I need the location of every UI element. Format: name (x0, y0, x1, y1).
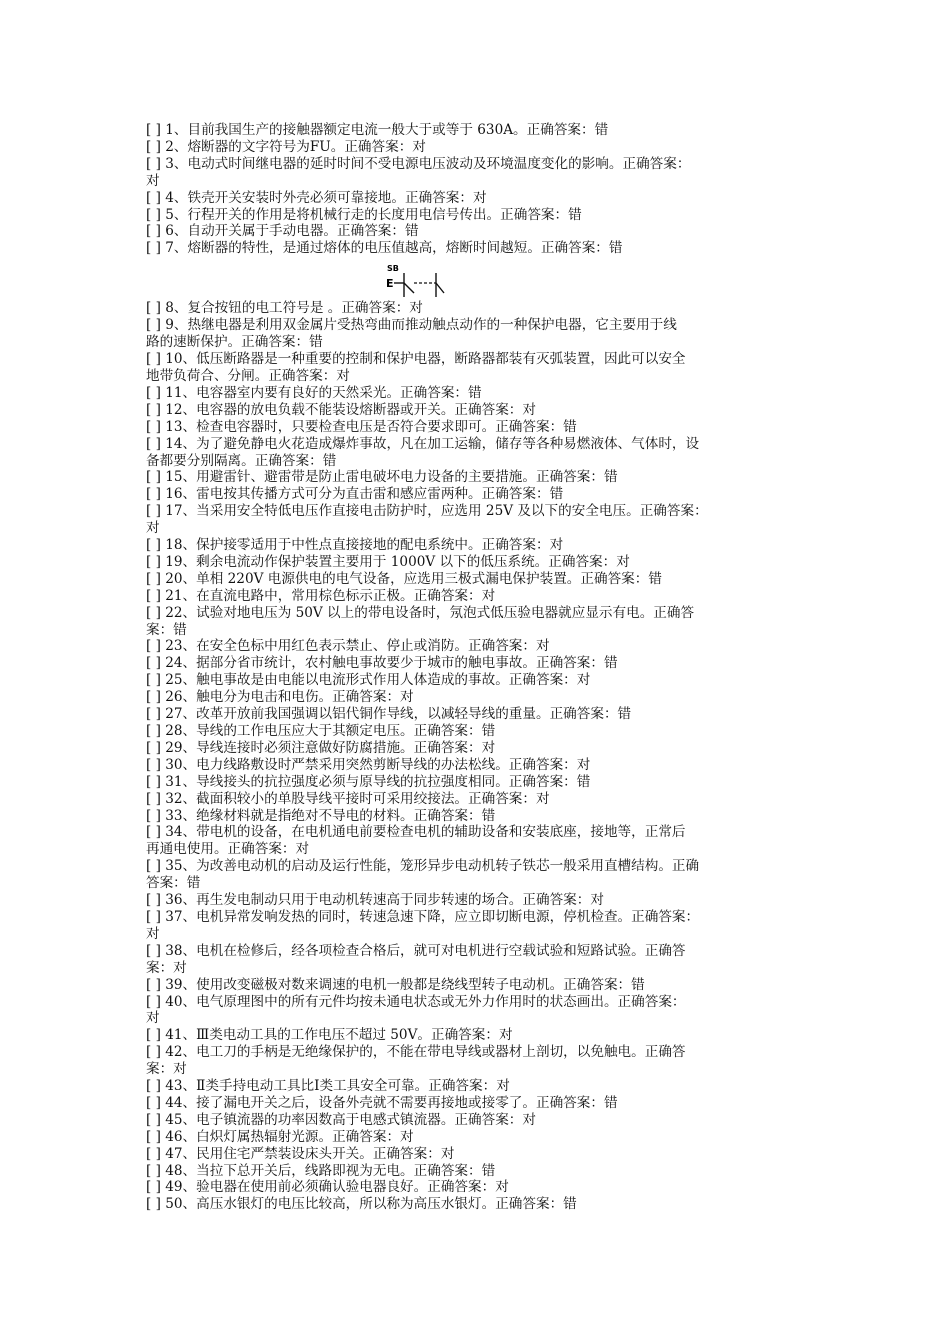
question-list (146, 122, 816, 1213)
question-line: [ ] 26、触电分为电击和电伤。正确答案：对 (146, 689, 414, 706)
question-line: [ ] 2、熔断器的文字符号为FU。正确答案：对 (146, 138, 426, 155)
question-line: [ ] 9、热继电器是利用双金属片受热弯曲而推动触点动作的一种保护电器，它主要用于线 (146, 317, 677, 334)
question-line: 案：对 (146, 959, 187, 976)
question-line: [ ] 40、电气原理图中的所有元件均按未通电状态或无外力作用时的状态画出。正确答案： (146, 993, 686, 1010)
question-line: [ ] 29、导线连接时必须注意做好防腐措施。正确答案：对 (146, 739, 496, 756)
question-text: [ ] 8、复合按钮的电工符号是 。正确答案：对 (146, 300, 423, 317)
question-line: [ ] 49、验电器在使用前必须确认验电器良好。正确答案：对 (146, 1179, 509, 1196)
question-line: [ ] 10、低压断路器是一种重要的控制和保护电器，断路器都装有灭弧装置，因此可以安全 (146, 351, 686, 368)
question-line: [ ] 39、使用改变磁极对数来调速的电机一般都是绕线型转子电动机。正确答案：错 (146, 976, 645, 993)
question-line: 对 (146, 1010, 160, 1027)
question-line: [ ] 13、检查电容器时，只要检查电压是否符合要求即可。正确答案：错 (146, 418, 577, 435)
question-line: [ ] 34、带电机的设备，在电机通电前要检查电机的辅助设备和安装底座，接地等，正常后 (146, 824, 686, 841)
question-line: 备都要分别隔离。正确答案：错 (146, 452, 337, 469)
question-line: [ ] 12、电容器的放电负载不能装设熔断器或开关。正确答案：对 (146, 401, 536, 418)
question-line: 案：错 (146, 621, 187, 638)
question-line: 对 (146, 520, 160, 537)
question-line: [ ] 38、电机在检修后，经各项检查合格后，就可对电机进行空载试验和短路试验。正确答 (146, 942, 686, 959)
question-line: 答案：错 (146, 875, 201, 892)
question-line: 地带负荷合、分闸。正确答案：对 (146, 367, 350, 384)
question-line: [ ] 42、电工刀的手柄是无绝缘保护的，不能在带电导线或器材上剖切，以免触电。正确答 (146, 1044, 686, 1061)
question-line: [ ] 1、目前我国生产的接触器额定电流一般大于或等于 630A。正确答案：错 (146, 122, 609, 138)
question-line: 案：对 (146, 1061, 187, 1078)
question-line: [ ] 20、单相 220V 电源供电的电气设备，应选用三极式漏电保护装置。正确答案：错 (146, 570, 662, 587)
question-line: [ ] 28、导线的工作电压应大于其额定电压。正确答案：错 (146, 723, 496, 739)
question-line: [ ] 19、剩余电流动作保护装置主要用于 1000V 以下的低压系统。正确答案：对 (146, 553, 630, 570)
question-line: [ ] 48、当拉下总开关后，线路即视为无电。正确答案：错 (146, 1162, 496, 1179)
question-line: [ ] 27、改革开放前我国强调以铝代铜作导线，以减轻导线的重量。正确答案：错 (146, 706, 632, 723)
question-line: [ ] 32、截面积较小的单股导线平接时可采用绞接法。正确答案：对 (146, 790, 550, 807)
question-line: [ ] 36、再生发电制动只用于电动机转速高于同步转速的场合。正确答案：对 (146, 892, 604, 909)
question-line: [ ] 44、接了漏电开关之后，设备外壳就不需要再接地或接零了。正确答案：错 (146, 1094, 618, 1111)
question-line: [ ] 35、为改善电动机的启动及运行性能，笼形异步电动机转子铁芯一般采用直槽结构。正确 (146, 858, 700, 875)
question-line: 对 (146, 925, 160, 942)
question-line: [ ] 22、试验对地电压为 50V 以上的带电设备时，氖泡式低压验电器就应显示有电。正确答 (146, 604, 695, 621)
question-line: [ ] 16、雷电按其传播方式可分为直击雷和感应雷两种。正确答案：错 (146, 486, 564, 503)
question-line: 路的速断保护。正确答案：错 (146, 334, 323, 351)
question-line: [ ] 25、触电事故是由电能以电流形式作用人体造成的事故。正确答案：对 (146, 672, 591, 689)
question-line: [ ] 3、电动式时间继电器的延时时间不受电源电压波动及环境温度变化的影响。正确答案： (146, 155, 691, 172)
question-line: 再通电使用。正确答案：对 (146, 841, 310, 858)
question-line: [ ] 15、用避雷针、避雷带是防止雷电破坏电力设备的主要措施。正确答案：错 (146, 469, 618, 486)
question-line: [ ] 43、Ⅱ类手持电动工具比Ⅰ类工具安全可靠。正确答案：对 (146, 1078, 510, 1095)
question-line: [ ] 37、电机异常发响发热的同时，转速急速下降，应立即切断电源，停机检查。正确答案： (146, 908, 700, 925)
question-line: [ ] 23、在安全色标中用红色表示禁止、停止或消防。正确答案：对 (146, 638, 550, 655)
question-line: [ ] 31、导线接头的抗拉强度必须与原导线的抗拉强度相同。正确答案：错 (146, 773, 591, 790)
svg-text:SB: SB (387, 264, 399, 274)
question-line: [ ] 50、高压水银灯的电压比较高，所以称为高压水银灯。正确答案：错 (146, 1196, 577, 1213)
question-line: [ ] 41、Ⅲ类电动工具的工作电压不超过 50V。正确答案：对 (146, 1027, 513, 1044)
question-line: [ ] 46、白炽灯属热辐射光源。正确答案：对 (146, 1128, 414, 1145)
question-line: [ ] 6、自动开关属于手动电器。正确答案：错 (146, 223, 419, 240)
question-line: [ ] 33、绝缘材料就是指绝对不导电的材料。正确答案：错 (146, 807, 496, 824)
question-line: [ ] 30、电力线路敷设时严禁采用突然剪断导线的办法松线。正确答案：对 (146, 756, 591, 773)
question-line: [ ] 24、据部分省市统计，农村触电事故要少于城市的触电事故。正确答案：错 (146, 655, 618, 672)
question-line: [ ] 7、熔断器的特性，是通过熔体的电压值越高，熔断时间越短。正确答案：错 (146, 240, 623, 257)
question-line: [ ] 14、为了避免静电火花造成爆炸事故，凡在加工运输，储存等各种易燃液体、气体时，设 (146, 435, 700, 452)
question-line: [ ] 47、民用住宅严禁装设床头开关。正确答案：对 (146, 1145, 455, 1162)
question-line: [ ] 5、行程开关的作用是将机械行走的长度用电信号传出。正确答案：错 (146, 206, 582, 223)
question-line: [ ] 4、铁壳开关安装时外壳必须可靠接地。正确答案：对 (146, 189, 487, 206)
question-line: [ ] 18、保护接零适用于中性点直接接地的配电系统中。正确答案：对 (146, 537, 564, 554)
question-line: [ ] 11、电容器室内要有良好的天然采光。正确答案：错 (146, 384, 482, 401)
svg-text:E: E (386, 277, 394, 291)
question-line: [ ] 21、在直流电路中，常用棕色标示正极。正确答案：对 (146, 587, 496, 604)
question-line: 对 (146, 172, 160, 189)
question-line: [ ] 45、电子镇流器的功率因数高于电感式镇流器。正确答案：对 (146, 1111, 536, 1128)
question-line (146, 257, 816, 317)
question-line: [ ] 17、当采用安全特低电压作直接电击防护时，应选用 25V 及以下的安全电压。正确答案： (146, 503, 708, 520)
